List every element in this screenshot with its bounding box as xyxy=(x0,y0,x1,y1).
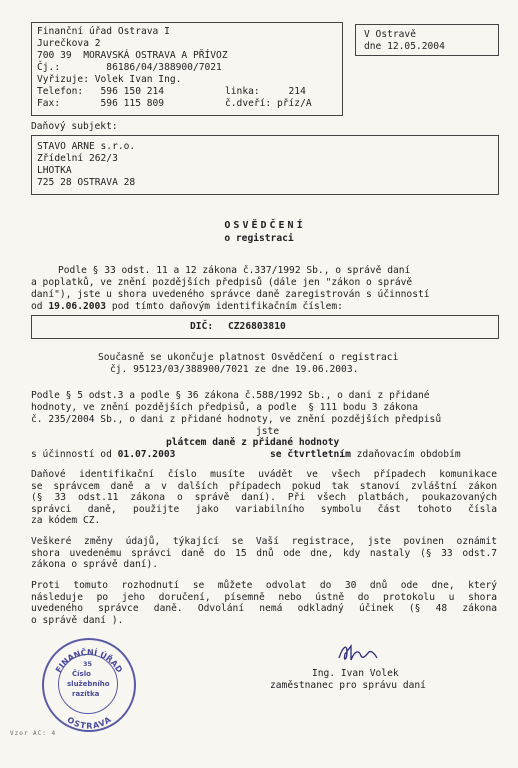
subject-name: STAVO ARNE s.r.o. xyxy=(37,141,136,152)
signatory-name: Ing. Ivan Volek xyxy=(312,668,399,679)
vat-text-line1: Podle § 5 odst.3 a podle § 36 zákona č.588/1992 Sb., o dani z přidané xyxy=(31,390,430,401)
office-city: 700 39 MORAVSKÁ OSTRAVA A PŘÍVOZ xyxy=(37,50,228,61)
vat-text-line2: hodnoty, ve znění pozdějších předpisů, a podle § 111 bodu 3 zákona xyxy=(31,402,418,413)
tax-period: se čtvrtletním zdaňovacím obdobím xyxy=(270,449,461,460)
handwritten-signature xyxy=(335,640,381,668)
reference-number: Čj.: 86186/04/388900/7021 xyxy=(37,62,222,73)
registration-text-line2: a poplatků, ve znění pozdějších předpisů (dále jen "zákon o správě xyxy=(31,277,413,288)
document-title: OSVĚDČENÍ xyxy=(224,220,306,231)
vat-text-line4: jste xyxy=(256,426,280,437)
phone-extension: linka: 214 xyxy=(225,86,306,97)
subject-street: Zřídelní 262/3 xyxy=(37,153,118,164)
place: V Ostravě xyxy=(364,29,416,40)
stamp-inner-line1: Číslo xyxy=(72,670,91,678)
registration-text-line3: daní"), jste u shora uvedeného správce daně zaregistrován s účinností xyxy=(31,289,430,300)
subject-city: 725 28 OSTRAVA 28 xyxy=(37,177,136,188)
tax-subject-box xyxy=(31,135,499,195)
svg-text:OSTRAVA xyxy=(65,715,113,730)
vat-text-line6: s účinností od 01.07.2003 xyxy=(31,449,176,460)
changes-notice-paragraph: Veškeré změny údajů, týkající se Vaší registrace, jste povinen oznámit shora uvedenému správci daně do 15 dnů ode dne, kdy nastaly (§ 33 odst.7 zákona o správě daní). xyxy=(31,536,497,570)
door-number: č.dveří: příz/A xyxy=(225,98,312,109)
subject-district: LHOTKA xyxy=(37,165,72,176)
office-phone: Telefon: 596 150 214 xyxy=(37,86,165,97)
office-address-box xyxy=(31,22,343,116)
appeal-paragraph: Proti tomuto rozhodnutí se můžete odvolat do 30 dnů ode dne, který následuje po jeho doručení, písemně nebo ústně do protokolu u shora uvedeného správce daně. Odvolání nemá odkladný účinek (§ 48 zákona o správě daní ). xyxy=(31,580,497,626)
stamp-top-text: FINANČNÍ ÚŘAD xyxy=(53,647,125,675)
vat-text-line3: č. 235/2004 Sb., o dani z přidané hodnoty, ve znění pozdějších předpisů xyxy=(31,414,442,425)
stamp-inner-line2: služebního xyxy=(67,680,110,688)
dic-box xyxy=(31,315,499,339)
signatory-role: zaměstnanec pro správu daní xyxy=(270,680,426,691)
official-stamp xyxy=(42,638,136,732)
office-fax: Fax: 596 115 809 xyxy=(37,98,165,109)
office-street: Jurečkova 2 xyxy=(37,38,101,49)
form-code: Vzor AC: 4 xyxy=(10,730,57,737)
stamp-number: 35 xyxy=(83,660,93,668)
stamp-inner-line3: razítka xyxy=(72,690,100,698)
termination-line2: čj. 95123/03/388900/7021 ze dne 19.06.2003. xyxy=(110,364,359,375)
dic-value: CZ26803810 xyxy=(228,321,286,332)
vat-payer-status: plátcem daně z přidané hodnoty xyxy=(166,437,340,448)
document-subtitle: o registraci xyxy=(224,233,294,244)
dic-usage-paragraph: Daňové identifikační číslo musíte uvádět ve všech případech komunikace se správcem daně a v dalších případech pokud tak stanoví zvláštní zákon (§ 33 odst.11 zákona o správě daní). Při všech platbách, poukazovaných správci daně, použijte jako variabilního symbolu část tohoto čísla za kódem CZ. xyxy=(31,469,497,526)
registration-text-line4: od 19.06.2003 pod tímto daňovým identifikačním číslem: xyxy=(31,301,343,312)
registration-date: 19.06.2003 xyxy=(48,301,107,312)
stamp-bottom-text: OSTRAVA xyxy=(65,715,113,730)
registration-text-line1: Podle § 33 odst. 11 a 12 zákona č.337/1992 Sb., o správě daní xyxy=(58,265,411,276)
handler-name: Vyřizuje: Volek Ivan Ing. xyxy=(37,74,182,85)
office-name: Finanční úřad Ostrava I xyxy=(37,26,170,37)
issue-date: dne 12.05.2004 xyxy=(364,41,445,52)
dic-label: DIČ: xyxy=(190,321,214,332)
vat-effective-date: 01.07.2003 xyxy=(117,449,176,460)
place-date-box xyxy=(355,24,499,56)
tax-subject-label: Daňový subjekt: xyxy=(31,121,118,132)
termination-line1: Současně se ukončuje platnost Osvědčení o registraci xyxy=(98,352,399,363)
